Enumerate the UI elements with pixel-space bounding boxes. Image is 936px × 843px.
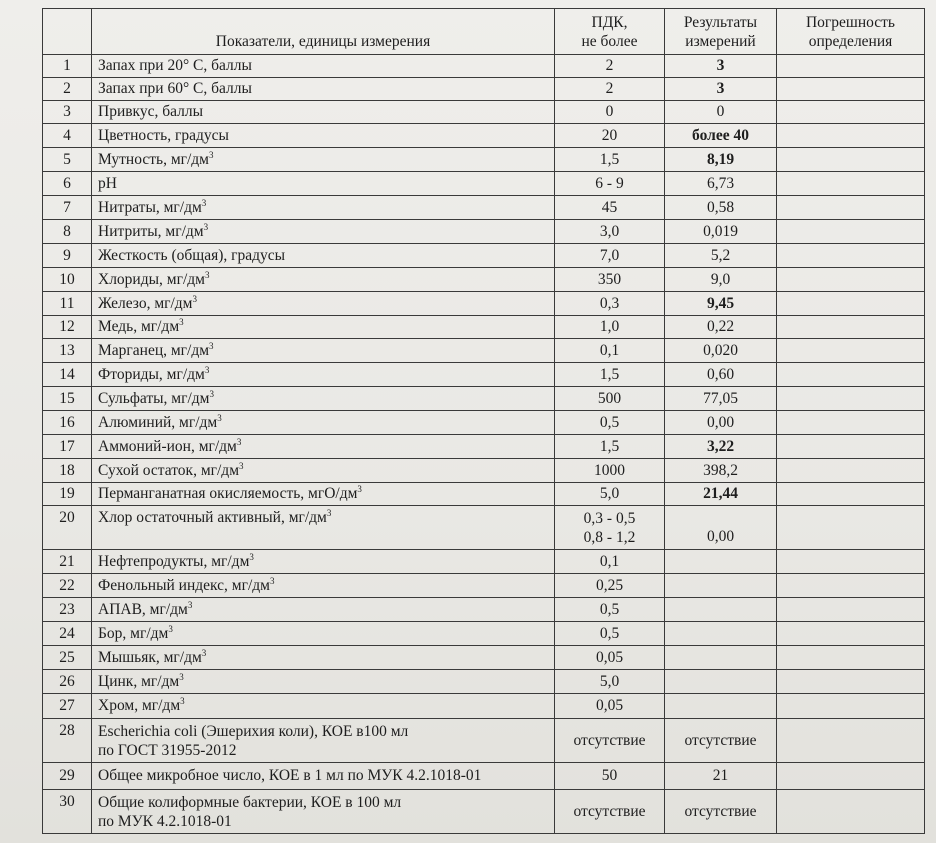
pdk-value: 0,5 <box>555 622 665 646</box>
error-value <box>777 339 925 363</box>
error-value <box>777 387 925 411</box>
indicator-name <box>92 622 555 646</box>
error-value <box>777 598 925 622</box>
table-row <box>43 670 925 694</box>
unit-superscript: 3 <box>239 460 244 471</box>
table-body <box>43 55 925 834</box>
indicator-name <box>92 411 555 435</box>
indicator-label: Нитриты, мг/дм <box>98 222 204 240</box>
table-row <box>43 574 925 598</box>
result-value: 21 <box>665 763 777 790</box>
indicator-label: Хлориды, мг/дм <box>98 270 205 288</box>
indicator-label: Аммоний-ион, мг/дм <box>98 437 237 455</box>
row-number: 8 <box>43 220 92 244</box>
error-value <box>777 790 925 834</box>
indicator-label: Нитраты, мг/дм <box>98 198 202 216</box>
indicator-name <box>92 550 555 574</box>
water-analysis-table <box>42 8 925 834</box>
result-value <box>665 670 777 694</box>
error-value <box>777 459 925 483</box>
table-row <box>43 268 925 292</box>
indicator-label: Железо, мг/дм <box>98 294 193 312</box>
row-number: 30 <box>43 790 92 834</box>
error-value <box>777 78 925 101</box>
pdk-value: 0,5 <box>555 598 665 622</box>
error-value <box>777 172 925 196</box>
indicator-label: Сульфаты, мг/дм <box>98 389 210 407</box>
unit-superscript: 3 <box>209 340 214 351</box>
indicator-label-line2: по ГОСТ 31955-2012 <box>98 741 237 759</box>
indicator-name <box>92 172 555 196</box>
pdk-value: 0,1 <box>555 339 665 363</box>
indicator-label: Марганец, мг/дм <box>98 341 210 359</box>
indicator-label: Запах при 60° С, баллы <box>98 80 252 97</box>
indicator-label: Хлор остаточный активный, мг/дм <box>98 509 327 526</box>
indicator-label: pH <box>98 174 117 192</box>
pdk-value: 1,0 <box>555 316 665 339</box>
indicator-name <box>92 506 555 550</box>
pdk-value: 0,05 <box>555 646 665 670</box>
row-number: 5 <box>43 148 92 172</box>
result-value: 398,2 <box>665 459 777 483</box>
indicator-label: Жесткость (общая), градусы <box>98 246 286 264</box>
unit-superscript: 3 <box>204 269 210 280</box>
pdk-value: 500 <box>555 387 665 411</box>
error-value <box>777 694 925 719</box>
pdk-value: 20 <box>555 124 665 148</box>
pdk-value: 350 <box>555 268 665 292</box>
unit-superscript: 3 <box>201 197 207 208</box>
indicator-label: Мышьяк, мг/дм <box>98 648 202 666</box>
indicator-name <box>92 124 555 148</box>
error-value <box>777 101 925 124</box>
header-pdk-line1: ПДК, <box>591 13 628 31</box>
pdk-value: 50 <box>555 763 665 790</box>
unit-superscript: 3 <box>201 647 207 658</box>
result-value <box>665 694 777 719</box>
error-value <box>777 220 925 244</box>
result-value: 8,19 <box>665 148 777 172</box>
header-error-line1: Погрешность <box>805 13 896 31</box>
error-value <box>777 574 925 598</box>
table-row <box>43 172 925 196</box>
result-value: 0,58 <box>665 196 777 220</box>
row-number: 7 <box>43 196 92 220</box>
unit-superscript: 3 <box>236 436 242 447</box>
indicator-name <box>92 435 555 459</box>
result-value: 0,00 <box>665 506 777 550</box>
table-row <box>43 124 925 148</box>
header-error <box>777 9 925 55</box>
indicator-name <box>92 574 555 598</box>
row-number: 27 <box>43 694 92 719</box>
unit-superscript: 3 <box>203 221 209 232</box>
header-indicator: Показатели, единицы измерения <box>92 9 555 55</box>
indicator-name <box>92 483 555 506</box>
table-row <box>43 387 925 411</box>
row-number: 15 <box>43 387 92 411</box>
table-row <box>43 646 925 670</box>
error-value <box>777 719 925 763</box>
pdk-value: 3,0 <box>555 220 665 244</box>
error-value <box>777 292 925 316</box>
pdk-range-2: 0,8 - 1,2 <box>583 528 636 546</box>
indicator-name <box>92 790 555 834</box>
indicator-name <box>92 598 555 622</box>
indicator-label: Привкус, баллы <box>98 103 204 120</box>
table-row <box>43 550 925 574</box>
result-value: отсутствие <box>665 719 777 763</box>
error-value <box>777 244 925 268</box>
header-result <box>665 9 777 55</box>
pdk-value: 2 <box>555 78 665 101</box>
unit-superscript: 3 <box>192 293 197 304</box>
error-value <box>777 55 925 78</box>
result-value <box>665 598 777 622</box>
indicator-name <box>92 55 555 78</box>
table-row <box>43 220 925 244</box>
unit-superscript: 3 <box>357 484 362 494</box>
row-number: 24 <box>43 622 92 646</box>
header-number <box>43 9 92 55</box>
table-row <box>43 55 925 78</box>
result-value <box>665 646 777 670</box>
table-row <box>43 363 925 387</box>
result-value: 9,45 <box>665 292 777 316</box>
unit-superscript: 3 <box>179 671 184 682</box>
error-value <box>777 550 925 574</box>
row-number: 6 <box>43 172 92 196</box>
indicator-name <box>92 670 555 694</box>
indicator-label: Бор, мг/дм <box>98 624 169 642</box>
table-row <box>43 790 925 834</box>
indicator-name <box>92 78 555 101</box>
unit-superscript: 3 <box>180 696 185 706</box>
indicator-label: АПАВ, мг/дм <box>98 600 188 618</box>
pdk-value: 1000 <box>555 459 665 483</box>
indicator-name <box>92 196 555 220</box>
result-value: 77,05 <box>665 387 777 411</box>
result-value: 0,00 <box>665 411 777 435</box>
pdk-value: 0 <box>555 101 665 124</box>
table-row <box>43 196 925 220</box>
row-number: 1 <box>43 55 92 78</box>
indicator-label: Медь, мг/дм <box>98 318 180 335</box>
result-value: 0,60 <box>665 363 777 387</box>
indicator-name <box>92 244 555 268</box>
indicator-label: Мутность, мг/дм <box>98 150 209 168</box>
table-row <box>43 101 925 124</box>
indicator-label: Запах при 20° С, баллы <box>98 57 252 74</box>
indicator-label: Нефтепродукты, мг/дм <box>98 552 250 570</box>
result-value: 21,44 <box>665 483 777 506</box>
header-pdk <box>555 9 665 55</box>
unit-superscript: 3 <box>249 551 254 562</box>
pdk-value: 1,5 <box>555 148 665 172</box>
table-header-row <box>43 9 925 55</box>
table-row <box>43 316 925 339</box>
indicator-label: Общее микробное число, КОЕ в 1 мл по МУК 4.2.1018-01 <box>98 767 482 784</box>
pdk-value: 0,1 <box>555 550 665 574</box>
result-value: 9,0 <box>665 268 777 292</box>
row-number: 11 <box>43 292 92 316</box>
row-number: 23 <box>43 598 92 622</box>
unit-superscript: 3 <box>209 149 214 160</box>
result-value <box>665 550 777 574</box>
row-number: 12 <box>43 316 92 339</box>
indicator-name <box>92 459 555 483</box>
row-number: 28 <box>43 719 92 763</box>
error-value <box>777 363 925 387</box>
indicator-name <box>92 101 555 124</box>
row-number: 16 <box>43 411 92 435</box>
result-value: 6,73 <box>665 172 777 196</box>
row-number: 9 <box>43 244 92 268</box>
pdk-value: 7,0 <box>555 244 665 268</box>
result-value: 3,22 <box>665 435 777 459</box>
pdk-value: 0,25 <box>555 574 665 598</box>
error-value <box>777 646 925 670</box>
pdk-value: 0,5 <box>555 411 665 435</box>
error-value <box>777 316 925 339</box>
indicator-label-line1: Общие колиформные бактерии, КОЕ в 100 мл <box>98 793 402 811</box>
indicator-name <box>92 148 555 172</box>
pdk-value: 0,05 <box>555 694 665 719</box>
pdk-value: 6 - 9 <box>555 172 665 196</box>
result-value <box>665 574 777 598</box>
pdk-value: 1,5 <box>555 435 665 459</box>
table-row <box>43 435 925 459</box>
header-result-line1: Результаты <box>683 13 758 31</box>
pdk-value: 5,0 <box>555 483 665 506</box>
error-value <box>777 124 925 148</box>
error-value <box>777 763 925 790</box>
unit-superscript: 3 <box>187 599 193 610</box>
indicator-name <box>92 316 555 339</box>
pdk-value: 1,5 <box>555 363 665 387</box>
table-row <box>43 622 925 646</box>
indicator-name <box>92 763 555 790</box>
error-value <box>777 411 925 435</box>
indicator-label: Фенольный индекс, мг/дм <box>98 576 270 594</box>
result-value: 3 <box>665 78 777 101</box>
result-value: более 40 <box>665 124 777 148</box>
row-number: 29 <box>43 763 92 790</box>
unit-superscript: 3 <box>168 623 173 634</box>
result-value: 3 <box>665 55 777 78</box>
table-row <box>43 598 925 622</box>
unit-superscript: 3 <box>209 388 214 399</box>
result-value: 0,019 <box>665 220 777 244</box>
indicator-label: Цинк, мг/дм <box>98 672 180 690</box>
result-value <box>665 622 777 646</box>
indicator-label: Фториды, мг/дм <box>98 365 205 383</box>
table-row <box>43 483 925 506</box>
indicator-name <box>92 387 555 411</box>
row-number: 4 <box>43 124 92 148</box>
indicator-name <box>92 694 555 719</box>
unit-superscript: 3 <box>326 508 332 518</box>
table-row <box>43 339 925 363</box>
indicator-label: Перманганатная окисляемость, мгО/дм <box>98 485 358 502</box>
row-number: 19 <box>43 483 92 506</box>
pdk-value: 45 <box>555 196 665 220</box>
table-row <box>43 148 925 172</box>
row-number: 3 <box>43 101 92 124</box>
indicator-name <box>92 719 555 763</box>
table-row <box>43 719 925 763</box>
row-number: 2 <box>43 78 92 101</box>
pdk-value: 0,3 <box>555 292 665 316</box>
result-value: 0,020 <box>665 339 777 363</box>
indicator-label: Алюминий, мг/дм <box>98 413 218 431</box>
row-number: 26 <box>43 670 92 694</box>
error-value <box>777 483 925 506</box>
indicator-label: Сухой остаток, мг/дм <box>98 461 240 479</box>
pdk-value: 2 <box>555 55 665 78</box>
header-result-line2: измерений <box>685 32 756 50</box>
row-number: 21 <box>43 550 92 574</box>
error-value <box>777 622 925 646</box>
header-pdk-line2: не более <box>581 32 638 50</box>
table-row <box>43 459 925 483</box>
pdk-range-1: 0,3 - 0,5 <box>583 509 636 527</box>
unit-superscript: 3 <box>217 412 222 423</box>
table-row <box>43 244 925 268</box>
unit-superscript: 3 <box>204 364 210 375</box>
indicator-label: Хром, мг/дм <box>98 697 181 714</box>
indicator-name <box>92 363 555 387</box>
unit-superscript: 3 <box>179 317 184 327</box>
indicator-name <box>92 268 555 292</box>
pdk-value: отсутствие <box>555 719 665 763</box>
indicator-label-line1: Escherichia coli (Эшерихия коли), КОЕ в100 мл <box>98 722 409 740</box>
row-number: 22 <box>43 574 92 598</box>
pdk-value: 5,0 <box>555 670 665 694</box>
error-value <box>777 196 925 220</box>
result-value: 0 <box>665 101 777 124</box>
indicator-name <box>92 292 555 316</box>
table-row <box>43 78 925 101</box>
indicator-label: Цветность, градусы <box>98 126 229 144</box>
row-number: 17 <box>43 435 92 459</box>
error-value <box>777 148 925 172</box>
pdk-value <box>555 506 665 550</box>
row-number: 14 <box>43 363 92 387</box>
indicator-name <box>92 339 555 363</box>
row-number: 18 <box>43 459 92 483</box>
pdk-value: отсутствие <box>555 790 665 834</box>
indicator-name <box>92 646 555 670</box>
row-number: 10 <box>43 268 92 292</box>
table-row <box>43 506 925 550</box>
table-row <box>43 763 925 790</box>
indicator-name <box>92 220 555 244</box>
table-row <box>43 292 925 316</box>
row-number: 25 <box>43 646 92 670</box>
result-value: отсутствие <box>665 790 777 834</box>
result-value: 5,2 <box>665 244 777 268</box>
error-value <box>777 670 925 694</box>
header-error-line2: определения <box>808 32 893 50</box>
error-value <box>777 268 925 292</box>
table-row <box>43 694 925 719</box>
row-number: 13 <box>43 339 92 363</box>
result-value: 0,22 <box>665 316 777 339</box>
table-row <box>43 411 925 435</box>
error-value <box>777 506 925 550</box>
row-number: 20 <box>43 506 92 550</box>
indicator-label-line2: по МУК 4.2.1018-01 <box>98 812 232 830</box>
unit-superscript: 3 <box>269 575 275 586</box>
error-value <box>777 435 925 459</box>
